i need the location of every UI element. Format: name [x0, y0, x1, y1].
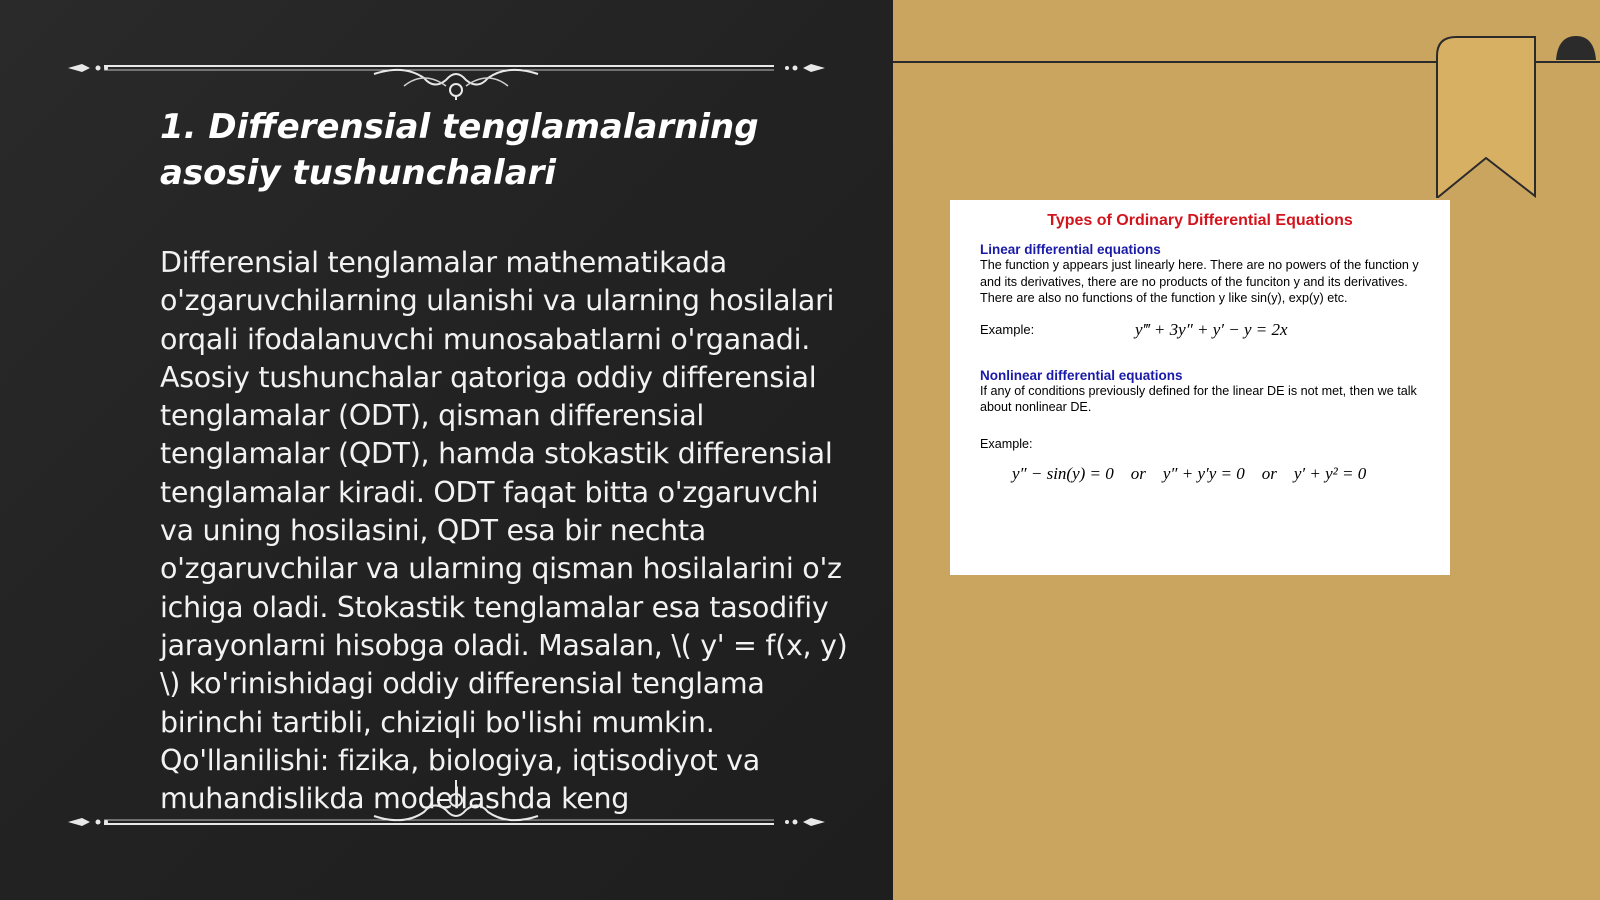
bookmark-cap-icon: [1556, 36, 1596, 60]
ode-types-figure: [950, 200, 1450, 575]
slide-title: 1. Differensial tenglamalarning asosiy tushunchalari: [160, 107, 759, 193]
ornament-divider-top: [64, 40, 829, 100]
linear-example-label: Example:: [980, 322, 1035, 337]
linear-heading: Linear differential equations: [980, 242, 1161, 257]
nonlinear-description: If any of conditions previously defined for the linear DE is not met, then we talk about nonlinear DE.: [980, 383, 1417, 414]
ornament-divider-bottom: [64, 778, 829, 838]
linear-example-equation: y‴ + 3y″ + y′ − y = 2x: [1135, 319, 1288, 339]
nonlinear-example-label: Example:: [980, 436, 1033, 451]
bookmark-ribbon-icon: [1436, 36, 1536, 198]
nonlinear-example-equation: y″ − sin(y) = 0 or y″ + y′y = 0 or y′ + y² = 0: [1012, 464, 1367, 483]
linear-description: The function y appears just linearly here. There are no powers of the function y and its derivatives, there are no products of the funciton y and its derivatives. There are also no functions of the function y like sin(y), exp(y) etc.: [980, 258, 1419, 305]
linear-example-row: [980, 320, 1420, 340]
slide-body-text: Differensial tenglamalar mathematikada o'zgaruvchilarning ulanishi va ularning hosilalari orqali ifodalanuvchi munosabatlarni o'rganadi. Asosiy tushunchalar qatoriga oddiy differensial tenglamalar (ODT), qisman differensial tenglamalar (QDT), hamda stokastik differensial tenglamalar kiradi. ODT faqat bitta o'zgaruvchi va uning hosilasini, QDT esa bir nechta o'zgaruvchilar va ularning qisman hosilalarini o'z ichiga oladi. Stokastik tenglamalar esa tasodifiy jarayonlarni hisobga oladi. Masalan, \( y' = f(x, y) \) ko'rinishidagi oddiy differensial tenglama birinchi tartibli, chiziqli bo'lishi mumkin. Qo'llanilishi: fizika, biologiya, iqtisodiyot va muhandislikda modellashda keng: [160, 246, 848, 816]
figure-title: Types of Ordinary Differential Equations: [1047, 212, 1353, 229]
nonlinear-heading: Nonlinear differential equations: [980, 367, 1183, 383]
